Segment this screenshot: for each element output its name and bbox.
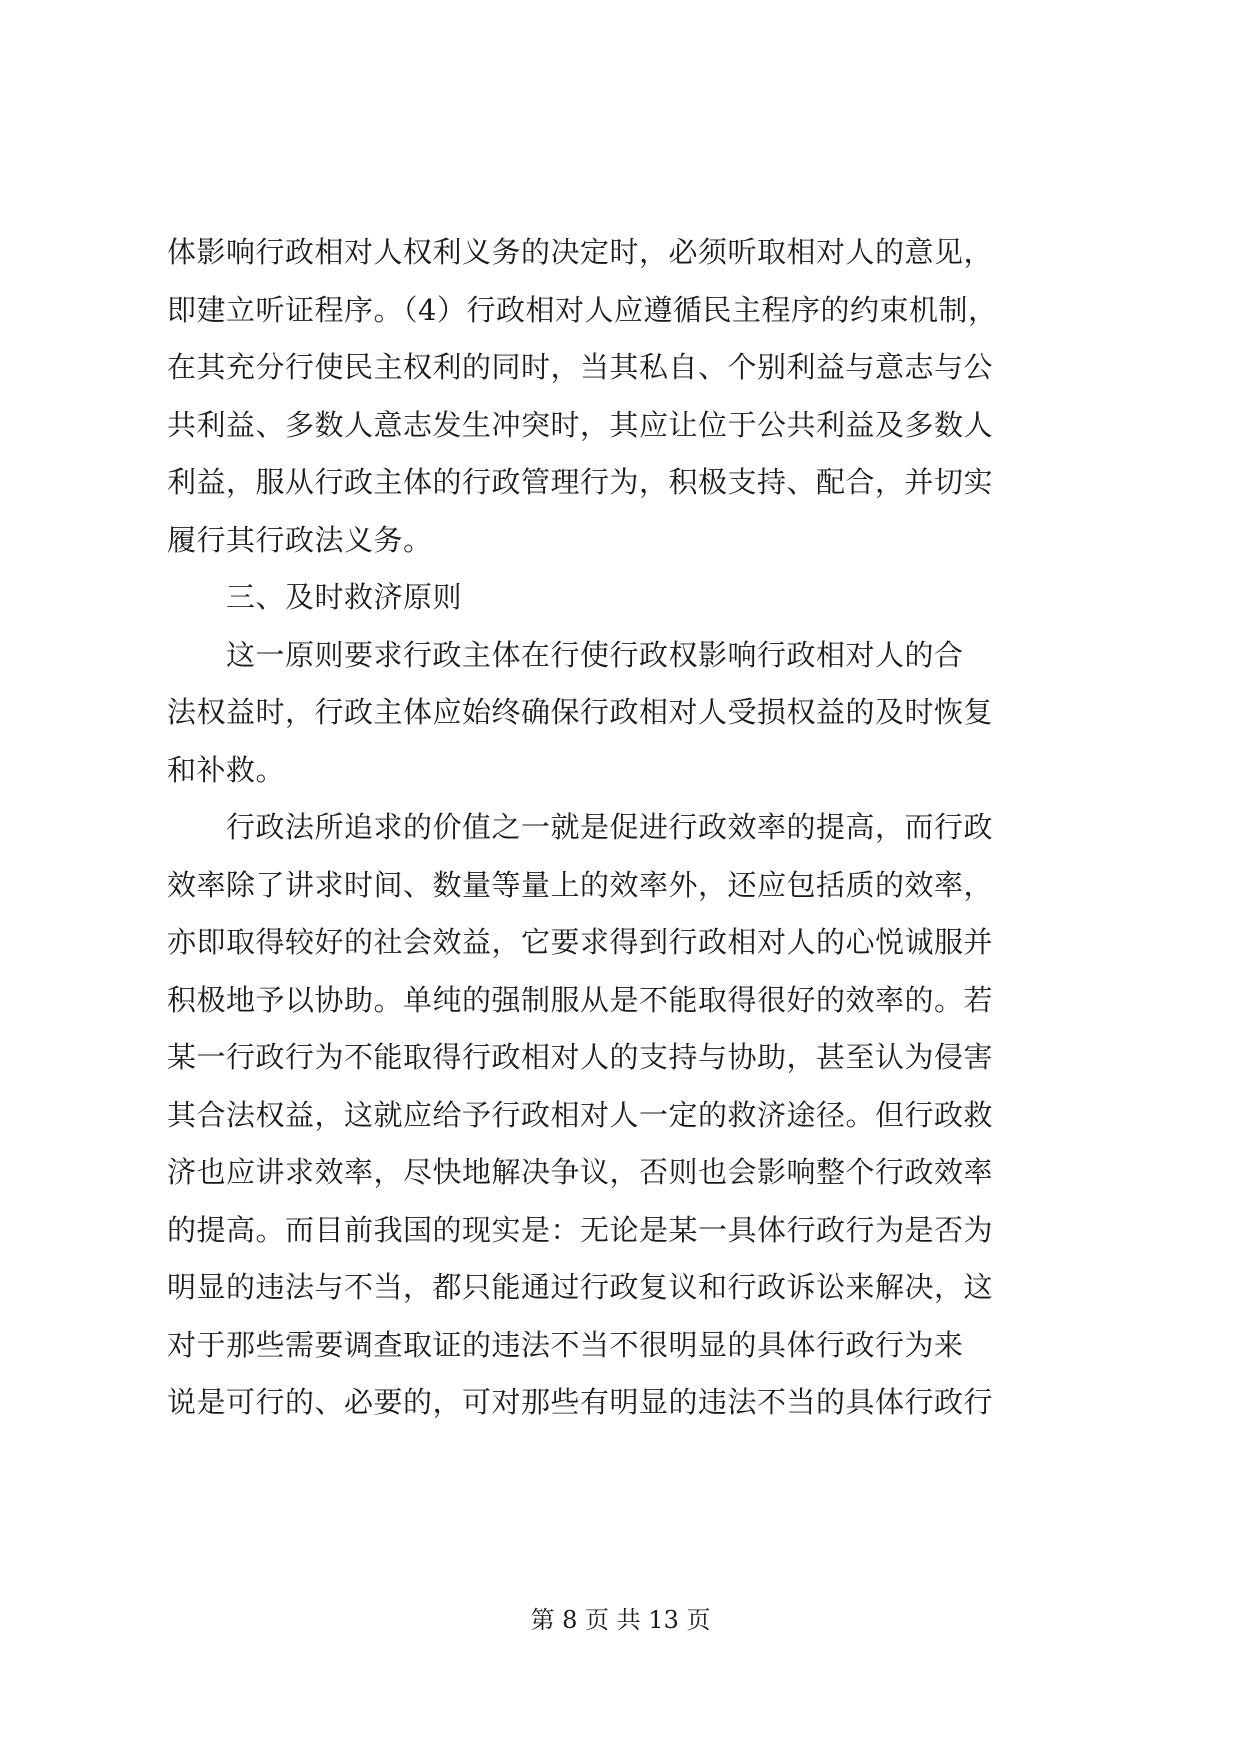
text-line: 效率除了讲求时间、数量等量上的效率外，还应包括质的效率，: [167, 867, 994, 902]
body-text: [167, 224, 1085, 1432]
text-line: 济也应讲求效率，尽快地解决争议，否则也会影响整个行政效率: [167, 1155, 994, 1189]
text-line: 和补救。: [167, 752, 286, 787]
text-line: 即建立听证程序。（4）行政相对人应遵循民主程序的约束机制，: [167, 292, 998, 327]
section-heading: 三、及时救济原则: [167, 580, 463, 614]
text-line: 法权益时，行政主体应始终确保行政相对人受损权益的及时恢复: [167, 695, 994, 729]
text-line: 对于那些需要调查取证的违法不当不很明显的具体行政行为来: [167, 1327, 964, 1362]
text-line: 其合法权益，这就应给予行政相对人一定的救济途径。但行政救: [167, 1097, 994, 1132]
text-line: 利益，服从行政主体的行政管理行为，积极支持、配合，并切实: [167, 465, 994, 499]
page-footer: 第 8 页 共 13 页: [530, 1606, 711, 1634]
text-line: 亦即取得较好的社会效益，它要求得到行政相对人的心悦诚服并: [167, 925, 994, 959]
text-line: 这一原则要求行政主体在行使行政权影响行政相对人的合: [167, 637, 964, 672]
text-line: 说是可行的、必要的，可对那些有明显的违法不当的具体行政行: [167, 1385, 994, 1419]
text-line: 体影响行政相对人权利义务的决定时，必须听取相对人的意见，: [167, 235, 994, 269]
text-line: 明显的违法与不当，都只能通过行政复议和行政诉讼来解决，这: [167, 1270, 994, 1304]
text-line: 积极地予以协助。单纯的强制服从是不能取得很好的效率的。若: [167, 982, 994, 1017]
text-line: 在其充分行使民主权利的同时，当其私自、个别利益与意志与公: [167, 350, 994, 384]
text-line: 行政法所追求的价值之一就是促进行政效率的提高，而行政: [167, 810, 994, 844]
text-line: 某一行政行为不能取得行政相对人的支持与协助，甚至认为侵害: [167, 1040, 994, 1074]
text-line: 共利益、多数人意志发生冲突时，其应让位于公共利益及多数人: [167, 407, 994, 442]
text-line: 履行其行政法义务。: [167, 522, 433, 557]
text-line: 的提高。而目前我国的现实是：无论是某一具体行政行为是否为: [167, 1212, 994, 1247]
